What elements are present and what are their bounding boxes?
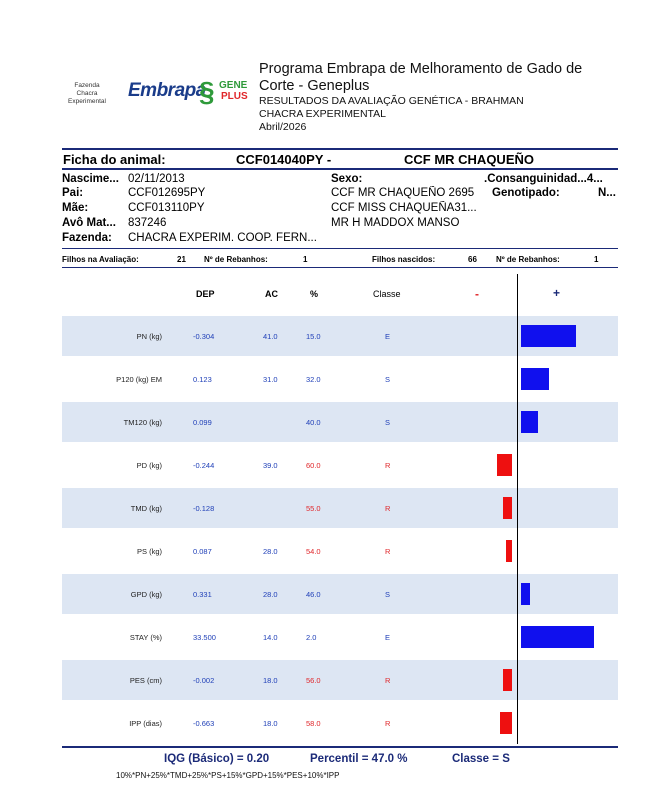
ac-value: 41.0 — [263, 332, 278, 341]
pct-value: 46.0 — [306, 590, 321, 599]
col-header-dep: DEP — [196, 289, 215, 299]
dep-value: -0.244 — [193, 461, 215, 470]
dep-bar — [521, 325, 576, 347]
dep-bar — [500, 712, 512, 734]
genotipado-value: N... — [598, 187, 616, 199]
pct-value: 56.0 — [306, 676, 321, 685]
rebanhos1-value: 1 — [303, 255, 308, 264]
filhos-avaliacao-label: Filhos na Avaliação: — [62, 255, 139, 264]
zero-axis-line — [517, 274, 518, 744]
pai-label: Pai: — [62, 187, 84, 199]
footer-divider — [62, 746, 618, 748]
ac-value: 18.0 — [263, 719, 278, 728]
percentil-value: Percentil = 47.0 % — [310, 753, 408, 765]
dep-bar — [503, 497, 512, 519]
pct-value: 32.0 — [306, 375, 321, 384]
fazenda-value: CHACRA EXPERIM. COOP. FERN... — [128, 232, 317, 244]
trait-label: P120 (kg) EM — [116, 375, 162, 384]
classe-value: R — [385, 504, 391, 513]
geneplus-symbol-icon: § — [199, 76, 215, 107]
ac-value: 14.0 — [263, 633, 278, 642]
trait-label: PD (kg) — [136, 461, 162, 470]
trait-label: IPP (dias) — [129, 719, 162, 728]
ac-value: 28.0 — [263, 547, 278, 556]
nascimento-row: Nascime... — [62, 173, 119, 185]
iqg-formula: 10%*PN+25%*TMD+25%*PS+15%*GPD+15%*PES+10%*IPP — [116, 771, 340, 780]
fazenda-logo: Fazenda Chacra Experimental — [68, 82, 106, 105]
classe-value: R — [385, 676, 391, 685]
classe-value: R — [385, 719, 391, 728]
ac-value: 18.0 — [263, 676, 278, 685]
pct-value: 60.0 — [306, 461, 321, 470]
nascimento-value: 02/11/2013 — [128, 173, 185, 185]
trait-label: PES (cm) — [129, 676, 162, 685]
pai-id: CCF012695PY — [128, 187, 206, 199]
filhos-nascidos-value: 66 — [468, 255, 477, 264]
dep-bar — [521, 368, 549, 390]
trait-label: TMD (kg) — [130, 504, 162, 513]
rebanhos2-value: 1 — [594, 255, 599, 264]
ac-value: 28.0 — [263, 590, 278, 599]
avo-name: MR H MADDOX MANSO — [331, 217, 460, 229]
trait-label: PN (kg) — [136, 332, 162, 341]
embrapa-logo: Embrapa — [128, 80, 206, 101]
positive-axis-label: + — [553, 286, 561, 300]
dep-value: -0.663 — [193, 719, 215, 728]
dep-bar — [521, 583, 530, 605]
col-header-pct: % — [310, 289, 319, 299]
dep-value: 0.123 — [193, 375, 212, 384]
pct-value: 54.0 — [306, 547, 321, 556]
pct-value: 2.0 — [306, 633, 317, 642]
rebanhos2-label: Nº de Rebanhos: — [496, 255, 560, 264]
avo-label: Avô Mat... — [62, 217, 116, 229]
report-date: Abril/2026 — [259, 121, 307, 133]
pai-name: CCF MR CHAQUEÑO 2695 — [331, 187, 475, 199]
classe-value: R — [385, 461, 391, 470]
info-divider — [62, 248, 618, 249]
pct-value: 58.0 — [306, 719, 321, 728]
dep-value: 0.331 — [193, 590, 212, 599]
filhos-avaliacao-value: 21 — [177, 255, 186, 264]
classe-value: R — [385, 547, 391, 556]
ac-value: 31.0 — [263, 375, 278, 384]
mae-id: CCF013110PY — [128, 202, 205, 214]
ficha-label: Ficha do animal: — [63, 152, 166, 167]
animal-name: CCF MR CHAQUEÑO — [404, 152, 534, 167]
consanguinidade-label: .Consanguinidad...4... — [484, 173, 603, 185]
classe-value: S — [385, 590, 391, 599]
classe-value: E — [385, 633, 391, 642]
dep-bar — [497, 454, 512, 476]
trait-label: PS (kg) — [136, 547, 162, 556]
stats-divider — [62, 267, 618, 268]
report-subtitle: RESULTADOS DA AVALIAÇÃO GENÉTICA - BRAHMAN — [259, 95, 524, 107]
negative-axis-label: - — [475, 287, 479, 301]
classe-value: S — [385, 375, 391, 384]
dep-bar — [521, 411, 538, 433]
ac-value: 39.0 — [263, 461, 278, 470]
mae-name: CCF MISS CHAQUEÑA31... — [331, 202, 477, 214]
dep-value: 0.087 — [193, 547, 212, 556]
col-header-ac: AC — [265, 289, 278, 299]
dep-value: -0.002 — [193, 676, 215, 685]
header-divider — [62, 148, 618, 150]
dep-bar — [506, 540, 512, 562]
geneplus-logo: § GENE PLUS — [199, 76, 248, 107]
iqg-value: IQG (Básico) = 0.20 — [164, 753, 270, 765]
page-title: Programa Embrapa de Melhoramento de Gado de Corte - Geneplus — [259, 61, 583, 94]
sexo-label: Sexo: — [331, 173, 363, 185]
dep-bar — [521, 626, 594, 648]
classe-value: S — [385, 418, 391, 427]
pct-value: 55.0 — [306, 504, 321, 513]
animal-id: CCF014040PY - — [236, 152, 332, 167]
genotipado-label: Genotipado: — [492, 187, 560, 199]
dep-value: 33.500 — [193, 633, 216, 642]
classe-value: Classe = S — [452, 753, 510, 765]
report-farm: CHACRA EXPERIMENTAL — [259, 108, 386, 120]
dep-bar — [503, 669, 512, 691]
mae-label: Mãe: — [62, 202, 89, 214]
dep-value: -0.128 — [193, 504, 215, 513]
trait-label: TM120 (kg) — [123, 418, 162, 427]
pct-value: 40.0 — [306, 418, 321, 427]
col-header-classe: Classe — [373, 289, 401, 299]
filhos-nascidos-label: Filhos nascidos: — [372, 255, 436, 264]
ficha-divider — [62, 168, 618, 170]
trait-label: GPD (kg) — [130, 590, 162, 599]
fazenda-label: Fazenda: — [62, 232, 112, 244]
rebanhos1-label: Nº de Rebanhos: — [204, 255, 268, 264]
dep-value: -0.304 — [193, 332, 215, 341]
classe-value: E — [385, 332, 391, 341]
pct-value: 15.0 — [306, 332, 321, 341]
trait-label: STAY (%) — [129, 633, 162, 642]
dep-value: 0.099 — [193, 418, 212, 427]
avo-id: 837246 — [128, 217, 167, 229]
